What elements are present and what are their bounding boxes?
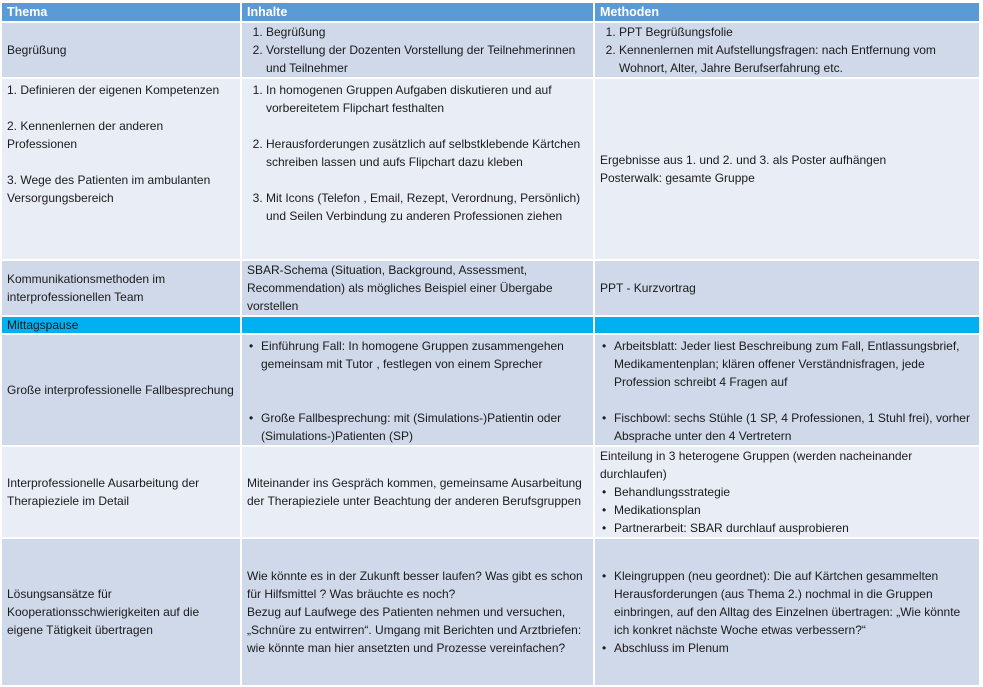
thema-cell: Große interprofessionelle Fallbesprechung xyxy=(2,335,242,447)
list-item: 2. Kennenlernen mit Aufstellungsfragen: nach Entfernung vom Wohnort, Alter, Jahre Berufserfahrung etc. xyxy=(619,41,974,77)
methoden-intro: Einteilung in 3 heterogene Gruppen (werden nacheinander durchlaufen) xyxy=(600,449,913,481)
pause-row xyxy=(2,317,981,335)
table-row xyxy=(2,261,981,317)
inhalte-cell: SBAR-Schema (Situation, Background, Assessment, Recommendation) als mögliches Beispiel einer Übergabe vorstellen xyxy=(242,261,595,317)
inhalte-line: Wie könnte es in der Zukunft besser laufen? Was gibt es schon für Hilfsmittel ? Was bräuchte es noch? xyxy=(247,569,583,601)
pause-label: Mittagspause xyxy=(2,317,242,335)
list-item: 2. Vorstellung der Dozenten Vorstellung der Teilnehmerinnen und Teilnehmer xyxy=(266,41,588,77)
list-item: • Einführung Fall: In homogene Gruppen zusammengehen gemeinsam mit Tutor , festlegen von einem Sprecher xyxy=(261,337,588,373)
table-row xyxy=(2,539,981,687)
table-row xyxy=(2,335,981,447)
list-item: • Partnerarbeit: SBAR durchlauf ausprobieren xyxy=(614,519,974,537)
header-row xyxy=(2,3,981,23)
methoden-cell: PPT - Kurzvortrag xyxy=(595,261,981,317)
methoden-line: Posterwalk: gesamte Gruppe xyxy=(600,171,755,185)
list-item: • Medikationsplan xyxy=(614,501,974,519)
list-item: • Fischbowl: sechs Stühle (1 SP, 4 Professionen, 1 Stuhl frei), vorher Absprache unter den 4 Vertretern xyxy=(614,409,974,445)
inhalte-cell: Miteinander ins Gespräch kommen, gemeinsame Ausarbeitung der Therapieziele unter Beachtung der anderen Berufsgruppen xyxy=(242,447,595,539)
inhalte-cell xyxy=(242,539,595,687)
schedule-table xyxy=(2,3,981,687)
list-item: • Abschluss im Plenum xyxy=(614,639,974,657)
thema-cell xyxy=(2,79,242,261)
inhalte-cell xyxy=(242,79,595,261)
list-item: • Arbeitsblatt: Jeder liest Beschreibung zum Fall, Entlassungsbrief, Medikamentenplan; klären offener Verständnisfragen, jede Profession schreibt 4 Fragen auf xyxy=(614,337,974,391)
table-row xyxy=(2,79,981,261)
thema-cell: Kommunikationsmethoden im interprofessionellen Team xyxy=(2,261,242,317)
list-item: 2. Herausforderungen zusätzlich auf selbstklebende Kärtchen schreiben lassen und aufs Flipchart dazu kleben xyxy=(266,135,588,171)
methoden-cell xyxy=(595,335,981,447)
inhalte-cell xyxy=(242,335,595,447)
methoden-cell xyxy=(595,23,981,79)
header-thema: Thema xyxy=(2,3,242,23)
list-item: 1. In homogenen Gruppen Aufgaben diskutieren und auf vorbereitetem Flipchart festhalten xyxy=(266,81,588,117)
table-row xyxy=(2,447,981,539)
list-item: • Behandlungsstrategie xyxy=(614,483,974,501)
thema-item: 3. Wege des Patienten im ambulanten Versorgungsbereich xyxy=(7,173,211,205)
methoden-cell xyxy=(595,447,981,539)
thema-item: 2. Kennenlernen der anderen Professionen xyxy=(7,119,164,151)
thema-cell: Lösungsansätze für Kooperationsschwierigkeiten auf die eigene Tätigkeit übertragen xyxy=(2,539,242,687)
methoden-line: Ergebnisse aus 1. und 2. und 3. als Poster aufhängen xyxy=(600,153,887,167)
list-item: 1. Begrüßung xyxy=(266,23,588,41)
methoden-cell xyxy=(595,539,981,687)
inhalte-line: Bezug auf Laufwege des Patienten nehmen und versuchen, „Schnüre zu entwirren“. Umgang mit Berichten und Arztbriefen: wie könnte man hier ansetzten und Prozesse vereinfachen? xyxy=(247,605,582,655)
thema-cell: Interprofessionelle Ausarbeitung der Therapieziele im Detail xyxy=(2,447,242,539)
thema-cell: Begrüßung xyxy=(2,23,242,79)
inhalte-cell xyxy=(242,23,595,79)
list-item: 3. Mit Icons (Telefon , Email, Rezept, Verordnung, Persönlich) und Seilen Verbindung zu anderen Professionen ziehen xyxy=(266,189,588,225)
list-item: 1. PPT Begrüßungsfolie xyxy=(619,23,974,41)
header-methoden: Methoden xyxy=(595,3,981,23)
table-row xyxy=(2,23,981,79)
methoden-cell xyxy=(595,79,981,261)
thema-item: 1. Definieren der eigenen Kompetenzen xyxy=(7,83,220,97)
header-inhalte: Inhalte xyxy=(242,3,595,23)
list-item: • Kleingruppen (neu geordnet): Die auf Kärtchen gesammelten Herausforderungen (aus Thema 2.) nochmal in die Gruppen einbringen, auf den Alltag des Einzelnen übertragen: „Wie könnte ich konkret nächste Woche etwas verbessern?“ xyxy=(614,567,974,639)
list-item: • Große Fallbesprechung: mit (Simulations-)Patientin oder (Simulations-)Patienten (SP) xyxy=(261,409,588,445)
